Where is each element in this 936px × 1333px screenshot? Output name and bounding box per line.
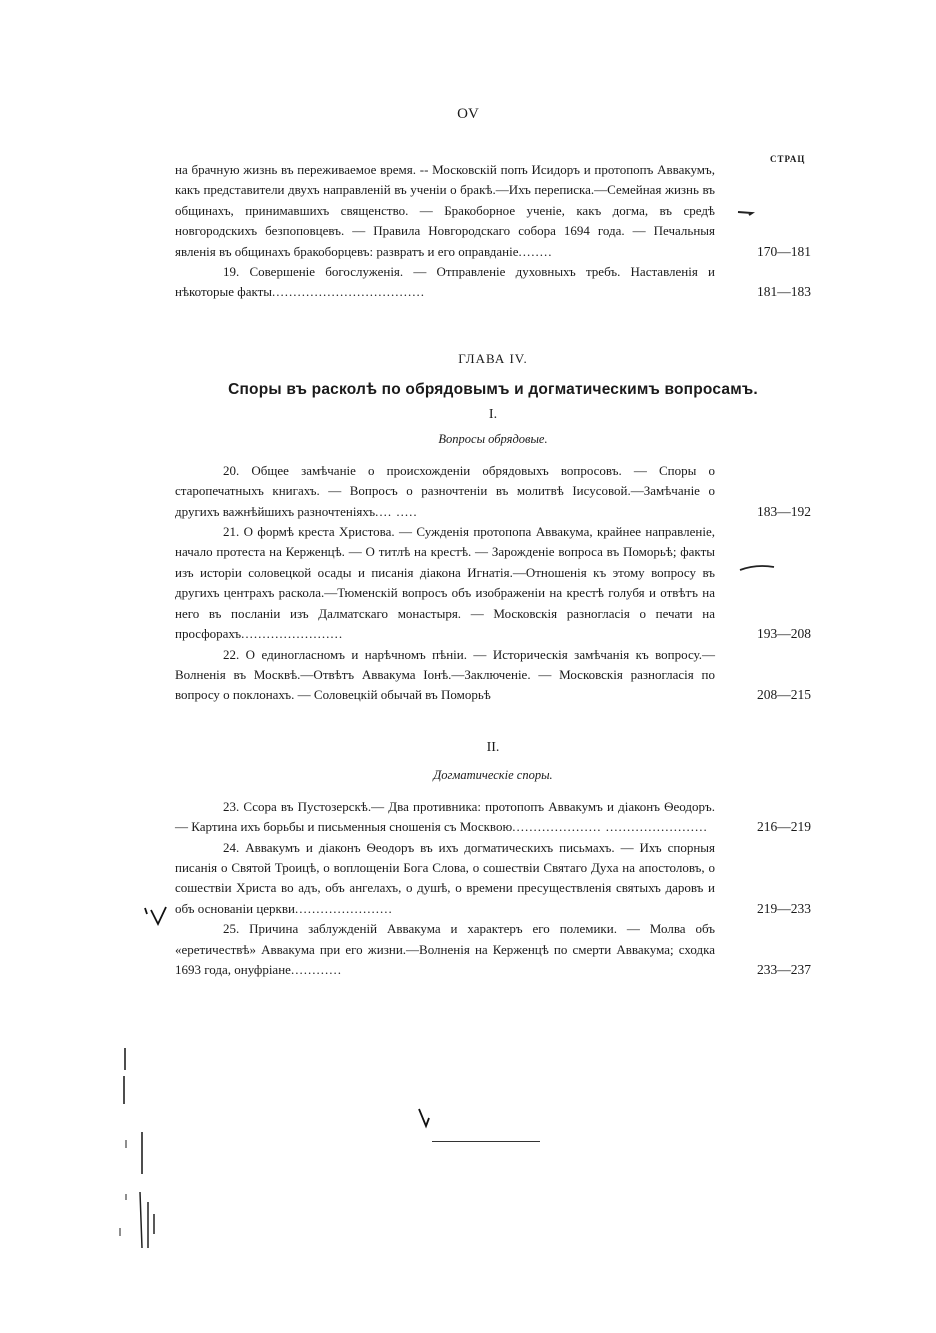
margin-check-mark xyxy=(142,904,176,928)
toc-entry xyxy=(175,522,811,644)
section-title: Догматическіе споры. xyxy=(433,767,553,782)
toc-entry-text: 23. Ссора въ Пустозерскѣ.— Два противника: протопопъ Аввакумъ и діаконъ Ѳеодоръ. — Картина ихъ борьбы и письменныя сношенія съ Москвою..................... ........................ xyxy=(175,798,715,835)
toc-entry xyxy=(175,797,811,838)
toc-entry-text: 21. О формѣ креста Христова. — Сужденія протопопа Аввакума, крайнее направленіе, начало протеста на Керженцѣ. — О титлѣ на крестѣ. — Зарожденіе вопроса въ Поморьѣ; факты изъ исторіи соловецкой осады и писанія діакона Игнатія.—Отношенія къ этому вопросу въ другихъ центрахъ раскола.—Тюменскій вопросъ объ изображеніи на крестѣ голубя и отвѣтъ на него въ посланіи изъ Далматскаго монастыря. — Московскія разногласія о печати на просфорахъ........................ xyxy=(175,524,715,642)
toc-entry-pages: 216—219 xyxy=(757,819,811,835)
toc-entry-text: 19. Совершеніе богослуженія. — Отправленіе духовныхъ требъ. Наставленія и нѣкоторые факты.................................... xyxy=(175,264,715,300)
table-of-contents xyxy=(175,160,811,980)
section-title: Вопросы обрядовые. xyxy=(438,431,548,446)
chapter-title: Споры въ расколѣ по обрядовымъ и догматическимъ вопросамъ. xyxy=(228,380,758,398)
toc-entry-pages: 208—215 xyxy=(757,687,811,703)
toc-entry xyxy=(175,262,811,303)
section-number: I. xyxy=(488,406,498,422)
chapter-label: ГЛАВА IV. xyxy=(458,350,528,366)
toc-entry xyxy=(175,160,811,262)
margin-vertical-marks xyxy=(116,1044,166,1254)
section-number: II. xyxy=(486,739,500,755)
toc-entry-text: 25. Причина заблужденій Аввакума и характеръ его полемики. — Молва объ «еретичествѣ» Аввакума при его жизни.—Волненія на Керженцѣ по смерти Аввакума; сходка 1693 года, онуфріане............ xyxy=(175,921,715,977)
toc-entry-pages: 170—181 xyxy=(757,243,811,259)
toc-entry-text: 24. Аввакумъ и діаконъ Ѳеодоръ въ ихъ догматическихъ письмахъ. — Ихъ спорныя писанія о Святой Троицѣ, о воплощеніи Бога Слова, о сошествіи Святаго Духа на апостоловъ, о сошествіи Христа во адъ, объ ангелахъ, о душѣ, о времени пресуществленія святыхъ даровъ и объ основаніи церкви....................... xyxy=(175,839,715,916)
page-number: OV xyxy=(457,106,479,122)
toc-entry-pages: 233—237 xyxy=(757,961,811,977)
handwritten-check-mark xyxy=(416,1106,438,1130)
toc-entry-text: 22. О единогласномъ и нарѣчномъ пѣніи. — Историческія замѣчанія къ вопросу.—Волненія въ Москвѣ.—Отвѣтъ Аввакума Іонѣ.—Заключеніе. — Московскія разногласія по вопросу о поклонахъ. — Соловецкій обычай въ Поморьѣ xyxy=(175,646,715,703)
end-rule xyxy=(432,1141,540,1142)
toc-entry-pages: 193—208 xyxy=(757,626,811,642)
toc-entry xyxy=(175,838,811,920)
toc-entry-pages: 181—183 xyxy=(757,284,811,300)
toc-entry xyxy=(175,461,811,522)
toc-entry xyxy=(175,645,811,706)
toc-entry-pages: 219—233 xyxy=(757,900,811,916)
toc-entry-text: 20. Общее замѣчаніе о происхожденіи обрядовыхъ вопросовъ. — Споры о старопечатныхъ книгахъ. — Вопросъ о разночтеніи въ молитвѣ Іисусовой.—Замѣчаніе о другихъ важнѣйшихъ разночтеніяхъ.... ..... xyxy=(175,462,715,519)
toc-entry xyxy=(175,919,811,980)
page-column-header: СТРАЦ xyxy=(770,154,806,164)
toc-entry-text: на брачную жизнь въ переживаемое время. -- Московскій попъ Исидоръ и протопопъ Аввакумъ, какъ представители двухъ направленій въ ученіи о бракѣ.—Ихъ переписка.—Семейная жизнь въ общинахъ, принимавшихъ священство. — Бракоборное ученіе, какъ догма, въ средѣ новгородскихъ безпоповцевъ. — Правила Новгородскаго собора 1694 года. — Печальныя явленія въ общинахъ бракоборцевъ: развратъ и его оправданіе........ xyxy=(175,162,715,259)
toc-entry-pages: 183—192 xyxy=(757,503,811,519)
